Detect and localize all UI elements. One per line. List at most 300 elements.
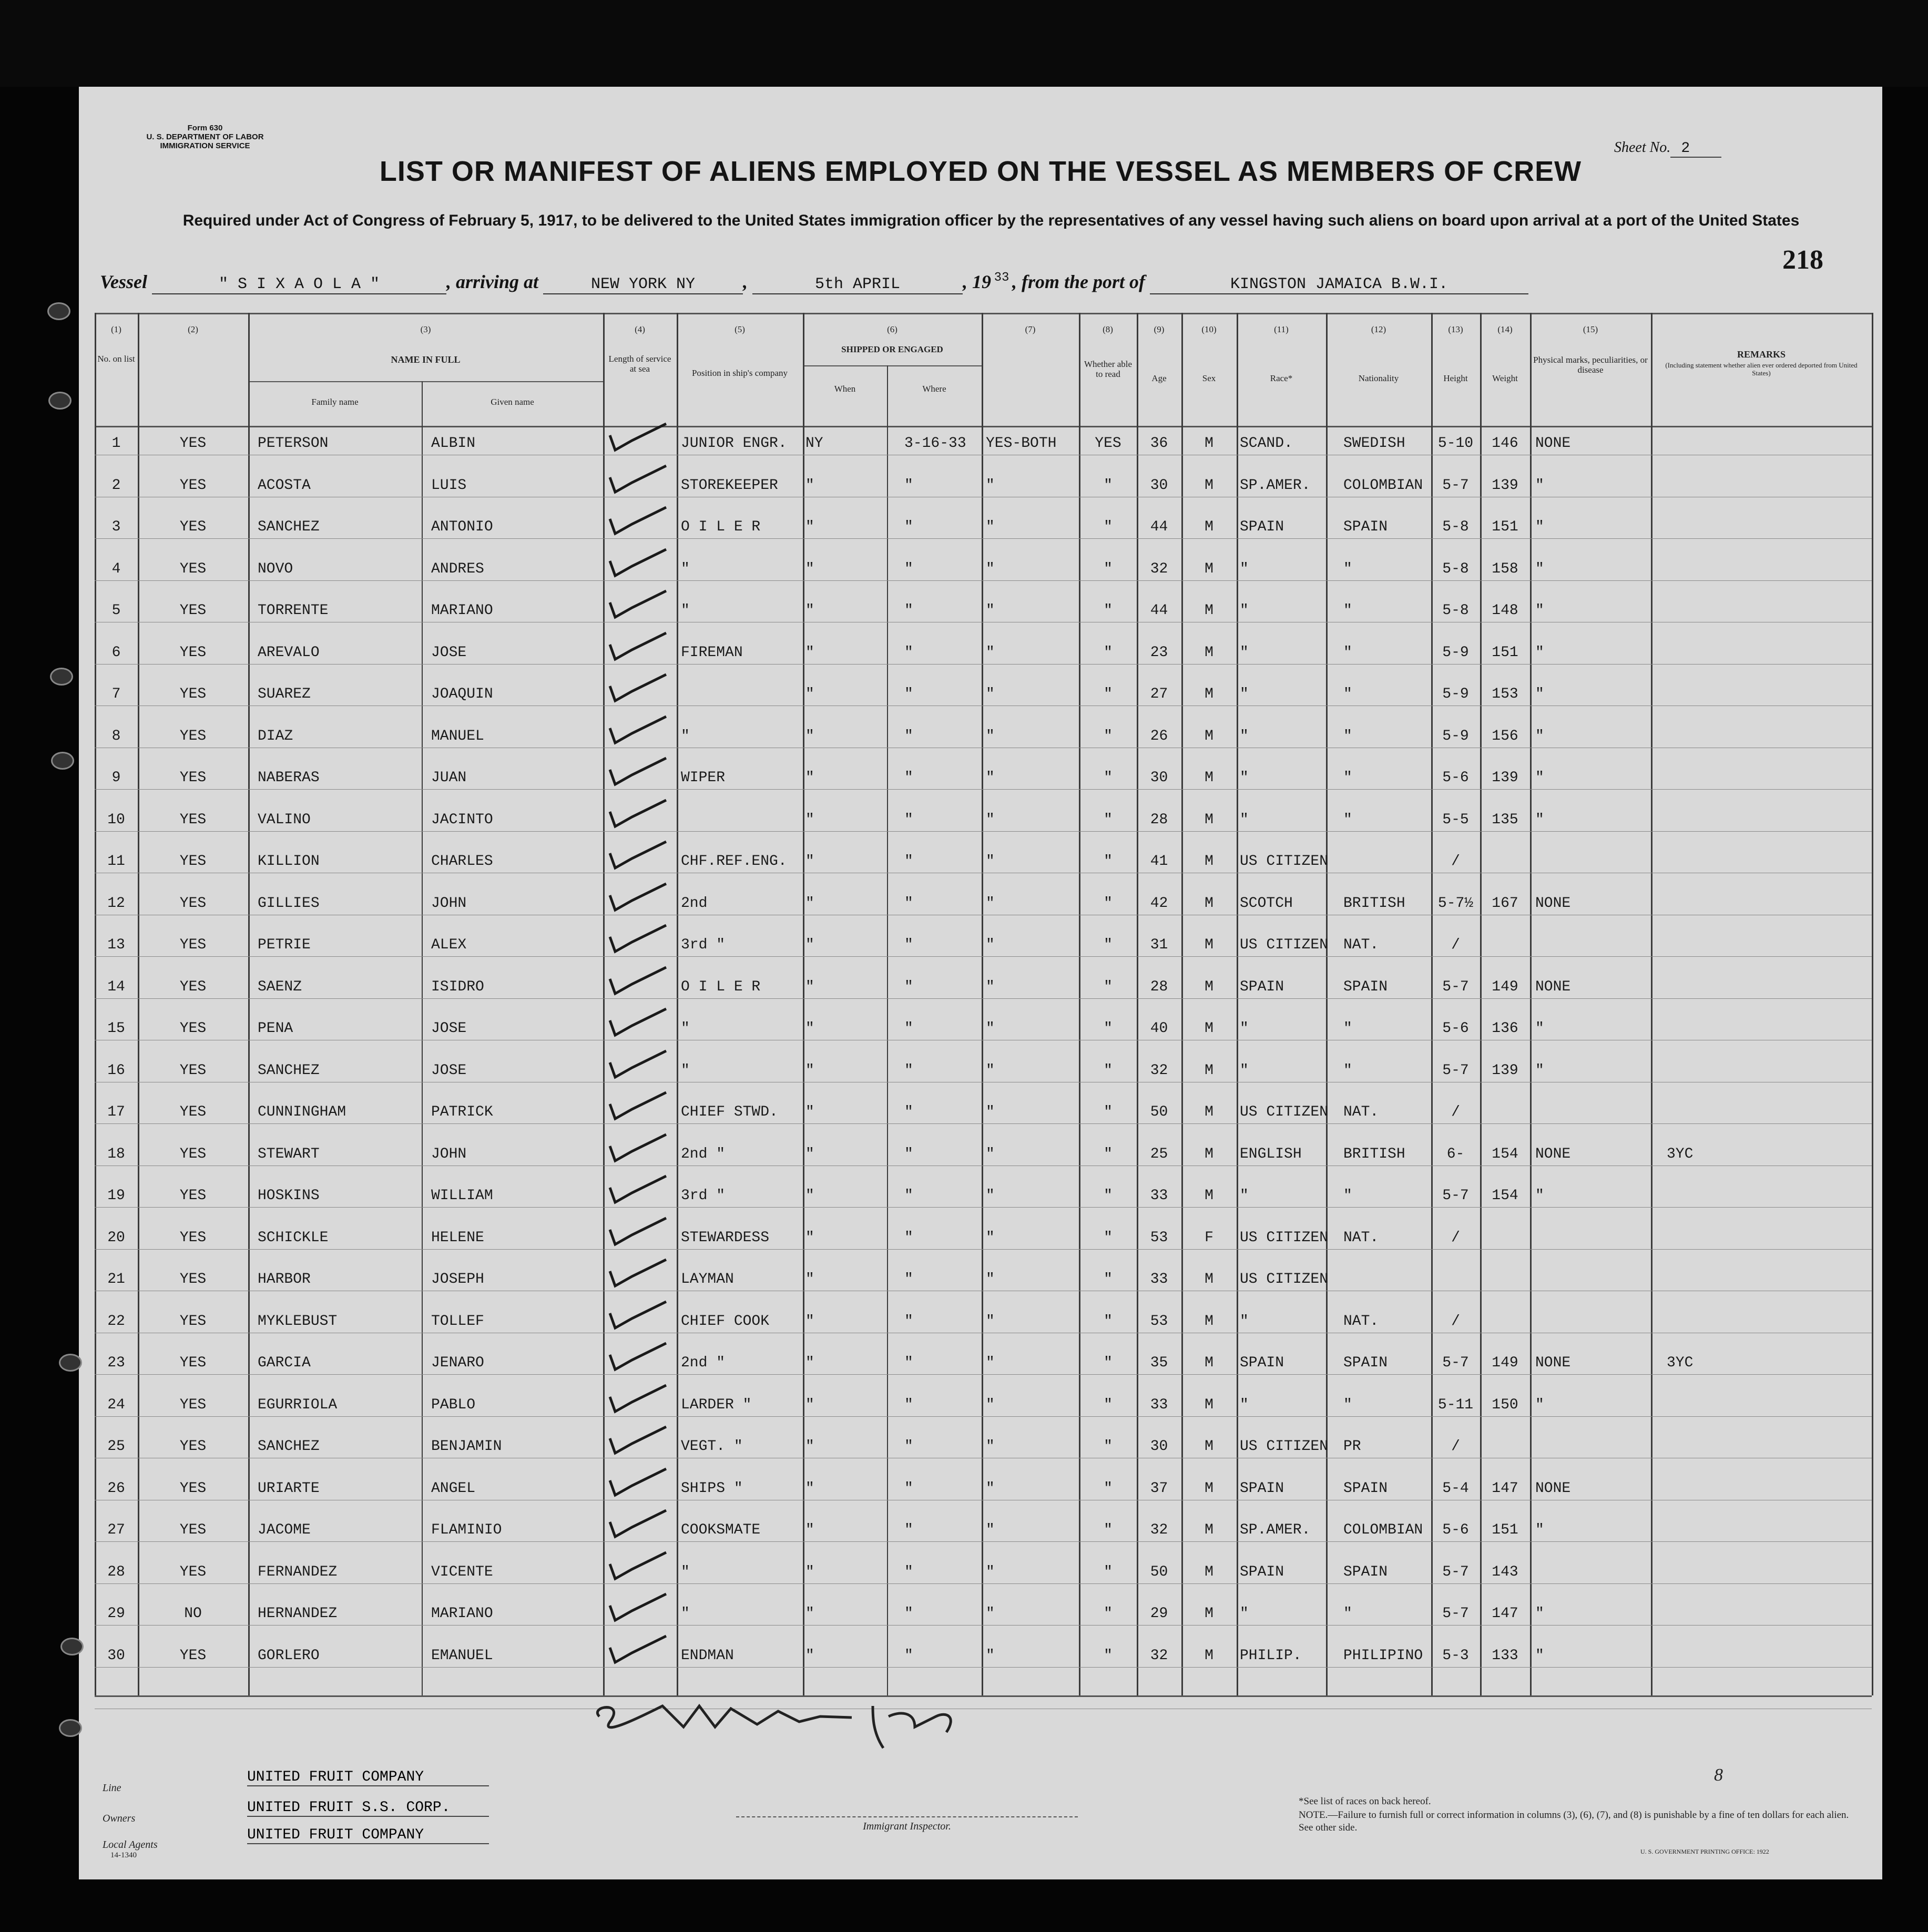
cell-when: " — [805, 1606, 814, 1622]
checkmark-icon — [600, 754, 674, 791]
cell-family: SUAREZ — [258, 686, 311, 702]
cell-read: " — [1104, 602, 1113, 619]
cell-when: " — [805, 1104, 814, 1120]
cell-position: LARDER " — [681, 1396, 752, 1413]
column-number: (4) — [635, 324, 645, 334]
cell-state: YES — [179, 1229, 207, 1246]
cell-age: 30 — [1150, 770, 1168, 786]
cell-position: LAYMAN — [681, 1271, 734, 1287]
header-name-in-full: NAME IN FULL — [391, 354, 461, 365]
cell-given: JOSE — [431, 1020, 467, 1037]
cell-given: ANGEL — [431, 1480, 476, 1497]
cell-physical: " — [1535, 1606, 1544, 1622]
cell-no: 27 — [107, 1522, 125, 1538]
cell-sex: M — [1205, 937, 1213, 953]
cell-weight: 151 — [1492, 519, 1518, 535]
cell-when: NY — [805, 435, 823, 452]
cell-when: " — [805, 519, 814, 535]
cell-where: " — [904, 853, 913, 870]
cell-height: 5-11 — [1437, 1396, 1474, 1413]
cell-no: 13 — [107, 937, 125, 953]
header-race: Race* — [1270, 373, 1293, 383]
cell-no: 15 — [107, 1020, 125, 1037]
cell-paid: " — [986, 770, 995, 786]
cell-height: 5-6 — [1442, 770, 1469, 786]
cell-physical: " — [1535, 728, 1544, 744]
cell-position: 2nd " — [681, 1355, 726, 1371]
checkmark-icon — [600, 1506, 674, 1543]
cell-state: YES — [179, 1104, 207, 1120]
cell-given: LUIS — [431, 477, 467, 494]
cell-state: YES — [179, 1480, 207, 1497]
cell-age: 30 — [1150, 477, 1168, 494]
checkmark-icon — [600, 1297, 674, 1334]
cell-age: 32 — [1150, 1522, 1168, 1538]
cell-physical: NONE — [1535, 435, 1571, 452]
cell-height: 5-7 — [1442, 1563, 1469, 1580]
cell-race: ENGLISH — [1240, 1146, 1302, 1162]
cell-sex: M — [1205, 1647, 1213, 1664]
cell-physical: " — [1535, 811, 1544, 828]
cell-weight: 149 — [1492, 1355, 1518, 1371]
checkmark-icon — [600, 837, 674, 874]
cell-sex: M — [1205, 811, 1213, 828]
cell-family: VALINO — [258, 811, 311, 828]
cell-height: / — [1451, 1438, 1460, 1455]
cell-where: 3-16-33 — [904, 435, 966, 452]
cell-nationality: PHILIPINO — [1343, 1647, 1423, 1664]
margin-mark: 8 — [1714, 1765, 1723, 1785]
cell-position: CHF.REF.ENG. — [681, 853, 787, 870]
cell-family: STEWART — [258, 1146, 320, 1162]
cell-state: YES — [179, 1396, 207, 1413]
cell-sex: M — [1205, 1522, 1213, 1538]
cell-height: 5-4 — [1442, 1480, 1469, 1497]
cell-age: 33 — [1150, 1271, 1168, 1287]
cell-sex: M — [1205, 1062, 1213, 1079]
cell-position: O I L E R — [681, 519, 761, 535]
cell-family: HERNANDEZ — [258, 1606, 338, 1622]
cell-family: HOSKINS — [258, 1188, 320, 1204]
cell-where: " — [904, 811, 913, 828]
cell-given: ALBIN — [431, 435, 476, 452]
cell-no: 23 — [107, 1355, 125, 1371]
cell-nationality: " — [1343, 686, 1352, 702]
checkmark-icon — [600, 462, 674, 498]
checkmark-icon — [600, 796, 674, 833]
form-number: Form 630 — [187, 124, 223, 132]
cell-given: JOHN — [431, 895, 467, 912]
column-number: (5) — [735, 324, 745, 334]
arriving-label: , arriving at — [446, 271, 539, 292]
cell-sex: F — [1205, 1229, 1213, 1246]
cell-where: " — [904, 1522, 913, 1538]
cell-race: SPAIN — [1240, 1563, 1284, 1580]
cell-family: SAENZ — [258, 978, 302, 995]
cell-when: " — [805, 1188, 814, 1204]
checkmark-icon — [600, 1130, 674, 1167]
cell-family: EGURRIOLA — [258, 1396, 338, 1413]
cell-height: 5-7½ — [1437, 895, 1474, 912]
cell-age: 28 — [1150, 978, 1168, 995]
checkmark-icon — [600, 880, 674, 916]
cell-nationality: " — [1343, 1606, 1352, 1622]
cell-family: DIAZ — [258, 728, 293, 744]
cell-position: " — [681, 1062, 690, 1079]
inspector-signature — [578, 1685, 999, 1759]
cell-height: 5-6 — [1442, 1522, 1469, 1538]
cell-position: " — [681, 1563, 690, 1580]
binder-hole — [47, 302, 70, 320]
cell-no: 30 — [107, 1647, 125, 1664]
header-weight: Weight — [1492, 373, 1518, 383]
cell-paid: " — [986, 895, 995, 912]
cell-position: STOREKEEPER — [681, 477, 778, 494]
binder-hole — [50, 668, 73, 686]
cell-state: YES — [179, 1438, 207, 1455]
scan-edge — [0, 0, 1928, 87]
cell-family: SANCHEZ — [258, 519, 320, 535]
cell-sex: M — [1205, 1606, 1213, 1622]
checkmark-icon — [600, 1047, 674, 1083]
cell-position: CHIEF STWD. — [681, 1104, 778, 1120]
cell-state: YES — [179, 770, 207, 786]
cell-position: " — [681, 728, 690, 744]
cell-nationality: BRITISH — [1343, 1146, 1405, 1162]
cell-read: " — [1104, 1271, 1113, 1287]
cell-paid: " — [986, 1480, 995, 1497]
cell-paid: " — [986, 686, 995, 702]
cell-read: " — [1104, 1062, 1113, 1079]
cell-weight: 135 — [1492, 811, 1518, 828]
cell-no: 2 — [111, 477, 121, 494]
department-name: U. S. DEPARTMENT OF LABOR — [146, 132, 264, 141]
binder-hole — [60, 1638, 84, 1655]
cell-given: TOLLEF — [431, 1313, 484, 1330]
cell-read: " — [1104, 895, 1113, 912]
cell-age: 26 — [1150, 728, 1168, 744]
cell-position: " — [681, 602, 690, 619]
cell-nationality: " — [1343, 602, 1352, 619]
cell-height: 6- — [1446, 1146, 1465, 1162]
cell-age: 50 — [1150, 1563, 1168, 1580]
cell-when: " — [805, 1480, 814, 1497]
cell-sex: M — [1205, 1146, 1213, 1162]
cell-where: " — [904, 1020, 913, 1037]
cell-race: " — [1240, 644, 1249, 661]
sheet-number — [1614, 139, 1721, 157]
checkmark-icon — [600, 1465, 674, 1501]
cell-physical: " — [1535, 477, 1544, 494]
cell-read: " — [1104, 1438, 1113, 1455]
cell-given: JACINTO — [431, 811, 493, 828]
cell-race: " — [1240, 770, 1249, 786]
cell-paid: " — [986, 853, 995, 870]
agents-code: 14-1340 — [110, 1851, 137, 1859]
cell-race: SPAIN — [1240, 519, 1284, 535]
cell-age: 53 — [1150, 1229, 1168, 1246]
cell-nationality: SPAIN — [1343, 519, 1388, 535]
cell-weight: 151 — [1492, 1522, 1518, 1538]
year-suffix: 33 — [994, 271, 1009, 285]
cell-paid: " — [986, 1020, 995, 1037]
cell-position: STEWARDESS — [681, 1229, 770, 1246]
cell-weight: 156 — [1492, 728, 1518, 744]
cell-where: " — [904, 1563, 913, 1580]
cell-when: " — [805, 1020, 814, 1037]
header-remarks-sub: (Including statement whether alien ever ordered deported from United States) — [1665, 361, 1858, 377]
cell-age: 25 — [1150, 1146, 1168, 1162]
cell-family: GARCIA — [258, 1355, 311, 1371]
cell-physical: NONE — [1535, 1146, 1571, 1162]
cell-physical: NONE — [1535, 895, 1571, 912]
cell-height: / — [1451, 1313, 1460, 1330]
header-remarks: REMARKS — [1737, 349, 1786, 360]
cell-family: CUNNINGHAM — [258, 1104, 346, 1120]
checkmark-icon — [600, 587, 674, 623]
cell-physical: " — [1535, 1396, 1544, 1413]
column-number: (13) — [1448, 324, 1463, 334]
cell-where: " — [904, 644, 913, 661]
cell-no: 18 — [107, 1146, 125, 1162]
cell-position: 3rd " — [681, 937, 726, 953]
cell-where: " — [904, 1188, 913, 1204]
cell-state: YES — [179, 853, 207, 870]
binder-hole — [48, 392, 72, 410]
cell-age: 30 — [1150, 1438, 1168, 1455]
cell-state: YES — [179, 937, 207, 953]
cell-paid: " — [986, 1146, 995, 1162]
cell-height: 5-8 — [1442, 560, 1469, 577]
cell-weight: 139 — [1492, 1062, 1518, 1079]
cell-weight: 133 — [1492, 1647, 1518, 1664]
cell-when: " — [805, 1271, 814, 1287]
cell-given: ANDRES — [431, 560, 484, 577]
cell-when: " — [805, 477, 814, 494]
cell-family: HARBOR — [258, 1271, 311, 1287]
cell-no: 4 — [111, 560, 121, 577]
cell-position: CHIEF COOK — [681, 1313, 770, 1330]
checkmark-icon — [600, 712, 674, 749]
cell-sex: M — [1205, 1563, 1213, 1580]
cell-state: YES — [179, 811, 207, 828]
cell-where: " — [904, 1229, 913, 1246]
cell-race: " — [1240, 560, 1249, 577]
cell-sex: M — [1205, 1188, 1213, 1204]
cell-age: 32 — [1150, 560, 1168, 577]
cell-weight: 154 — [1492, 1146, 1518, 1162]
cell-age: 33 — [1150, 1188, 1168, 1204]
cell-state: YES — [179, 686, 207, 702]
cell-age: 28 — [1150, 811, 1168, 828]
cell-height: 5-9 — [1442, 728, 1469, 744]
cell-where: " — [904, 560, 913, 577]
table-top-border — [95, 313, 1872, 314]
cell-height: 5-7 — [1442, 477, 1469, 494]
cell-no: 22 — [107, 1313, 125, 1330]
cell-when: " — [805, 1522, 814, 1538]
cell-age: 29 — [1150, 1606, 1168, 1622]
cell-nationality: " — [1343, 644, 1352, 661]
cell-race: SPAIN — [1240, 978, 1284, 995]
cell-sex: M — [1205, 1313, 1213, 1330]
cell-weight: 158 — [1492, 560, 1518, 577]
cell-race: " — [1240, 602, 1249, 619]
cell-race: SPAIN — [1240, 1480, 1284, 1497]
cell-when: " — [805, 1229, 814, 1246]
cell-height: 5-6 — [1442, 1020, 1469, 1037]
cell-remarks: 3YC — [1667, 1146, 1694, 1162]
cell-family: NOVO — [258, 560, 293, 577]
cell-given: MARIANO — [431, 1606, 493, 1622]
cell-when: " — [805, 1062, 814, 1079]
cell-read: " — [1104, 1396, 1113, 1413]
cell-no: 26 — [107, 1480, 125, 1497]
cell-physical: " — [1535, 644, 1544, 661]
cell-when: " — [805, 1438, 814, 1455]
voyage-line: Vessel " S I X A O L A " , arriving at NEW YORK NY , 5th APRIL , 19 33 , from the port of KINGSTON JAMAICA B.W.I. — [100, 271, 1888, 294]
cell-nationality: SPAIN — [1343, 1563, 1388, 1580]
cell-height: / — [1451, 937, 1460, 953]
cell-family: FERNANDEZ — [258, 1563, 338, 1580]
cell-nationality: NAT. — [1343, 1229, 1379, 1246]
cell-given: JENARO — [431, 1355, 484, 1371]
cell-nationality: " — [1343, 1396, 1352, 1413]
cell-family: TORRENTE — [258, 602, 329, 619]
cell-paid: " — [986, 602, 995, 619]
cell-physical: " — [1535, 602, 1544, 619]
cell-when: " — [805, 1355, 814, 1371]
cell-age: 27 — [1150, 686, 1168, 702]
cell-age: 37 — [1150, 1480, 1168, 1497]
cell-where: " — [904, 770, 913, 786]
cell-where: " — [904, 1438, 913, 1455]
cell-given: JOAQUIN — [431, 686, 493, 702]
cell-read: " — [1104, 728, 1113, 744]
page-stamp: 218 — [1782, 245, 1823, 275]
cell-when: " — [805, 1396, 814, 1413]
column-number: (3) — [420, 324, 431, 334]
cell-weight: 167 — [1492, 895, 1518, 912]
cell-when: " — [805, 1313, 814, 1330]
cell-weight: 136 — [1492, 1020, 1518, 1037]
sheet-number-label: Sheet No. — [1614, 139, 1671, 156]
cell-when: " — [805, 1146, 814, 1162]
cell-sex: M — [1205, 519, 1213, 535]
service-name: IMMIGRATION SERVICE — [160, 141, 250, 150]
cell-height: 5-7 — [1442, 1062, 1469, 1079]
cell-no: 20 — [107, 1229, 125, 1246]
cell-physical: " — [1535, 1522, 1544, 1538]
cell-race: US CITIZEN — [1240, 1438, 1329, 1455]
cell-paid: " — [986, 1355, 995, 1371]
cell-age: 41 — [1150, 853, 1168, 870]
cell-height: 5-5 — [1442, 811, 1469, 828]
cell-read: " — [1104, 1647, 1113, 1664]
cell-given: BENJAMIN — [431, 1438, 502, 1455]
cell-position: JUNIOR ENGR. — [681, 435, 787, 452]
cell-read: " — [1104, 1480, 1113, 1497]
cell-read: " — [1104, 1606, 1113, 1622]
checkmark-icon — [600, 1214, 674, 1251]
cell-when: " — [805, 978, 814, 995]
cell-where: " — [904, 602, 913, 619]
cell-race: US CITIZEN — [1240, 1271, 1329, 1287]
cell-nationality: NAT. — [1343, 1313, 1379, 1330]
cell-physical: " — [1535, 519, 1544, 535]
cell-weight: 151 — [1492, 644, 1518, 661]
checkmark-icon — [600, 1548, 674, 1585]
cell-race: SP.AMER. — [1240, 477, 1311, 494]
cell-paid: " — [986, 1313, 995, 1330]
cell-paid: YES-BOTH — [986, 435, 1057, 452]
cell-family: PETRIE — [258, 937, 311, 953]
vessel-label: Vessel — [100, 271, 147, 292]
header-shipped: SHIPPED OR ENGAGED — [841, 344, 943, 354]
cell-state: YES — [179, 1062, 207, 1079]
cell-no: 5 — [111, 602, 121, 619]
cell-physical: " — [1535, 686, 1544, 702]
cell-race: " — [1240, 1062, 1249, 1079]
cell-sex: M — [1205, 1480, 1213, 1497]
cell-where: " — [904, 1480, 913, 1497]
cell-given: JOSE — [431, 1062, 467, 1079]
cell-no: 16 — [107, 1062, 125, 1079]
cell-height: 5-7 — [1442, 1606, 1469, 1622]
cell-where: " — [904, 1647, 913, 1664]
cell-paid: " — [986, 519, 995, 535]
cell-given: CHARLES — [431, 853, 493, 870]
header-bottom-border — [95, 426, 1872, 427]
from-label: , from the port of — [1012, 271, 1146, 292]
arrival-date: 5th APRIL — [752, 275, 963, 294]
cell-race: " — [1240, 1188, 1249, 1204]
cell-state: YES — [179, 560, 207, 577]
cell-state: YES — [179, 1647, 207, 1664]
header-age: Age — [1151, 373, 1167, 383]
cell-remarks: 3YC — [1667, 1355, 1694, 1371]
cell-nationality: " — [1343, 560, 1352, 577]
header-where: Where — [922, 384, 946, 394]
cell-no: 17 — [107, 1104, 125, 1120]
checkmark-icon — [600, 545, 674, 582]
cell-sex: M — [1205, 560, 1213, 577]
cell-weight: 143 — [1492, 1563, 1518, 1580]
cell-position: 2nd " — [681, 1146, 726, 1162]
cell-family: SCHICKLE — [258, 1229, 329, 1246]
cell-where: " — [904, 895, 913, 912]
cell-given: HELENE — [431, 1229, 484, 1246]
cell-sex: M — [1205, 602, 1213, 619]
cell-state: NO — [184, 1606, 202, 1622]
header-no: No. on list — [97, 354, 135, 364]
cell-paid: " — [986, 1188, 995, 1204]
cell-race: SPAIN — [1240, 1355, 1284, 1371]
cell-nationality: COLOMBIAN — [1343, 1522, 1423, 1538]
header-physical: Physical marks, peculiarities, or disease — [1533, 355, 1648, 375]
cell-weight: 150 — [1492, 1396, 1518, 1413]
immigrant-inspector-label: Immigrant Inspector. — [736, 1816, 1078, 1833]
cell-physical: NONE — [1535, 1355, 1571, 1371]
cell-position: 3rd " — [681, 1188, 726, 1204]
cell-family: ACOSTA — [258, 477, 311, 494]
cell-nationality: " — [1343, 1020, 1352, 1037]
cell-position: COOKSMATE — [681, 1522, 761, 1538]
cell-nationality: PR — [1343, 1438, 1361, 1455]
cell-physical: " — [1535, 1647, 1544, 1664]
cell-where: " — [904, 978, 913, 995]
cell-paid: " — [986, 1606, 995, 1622]
